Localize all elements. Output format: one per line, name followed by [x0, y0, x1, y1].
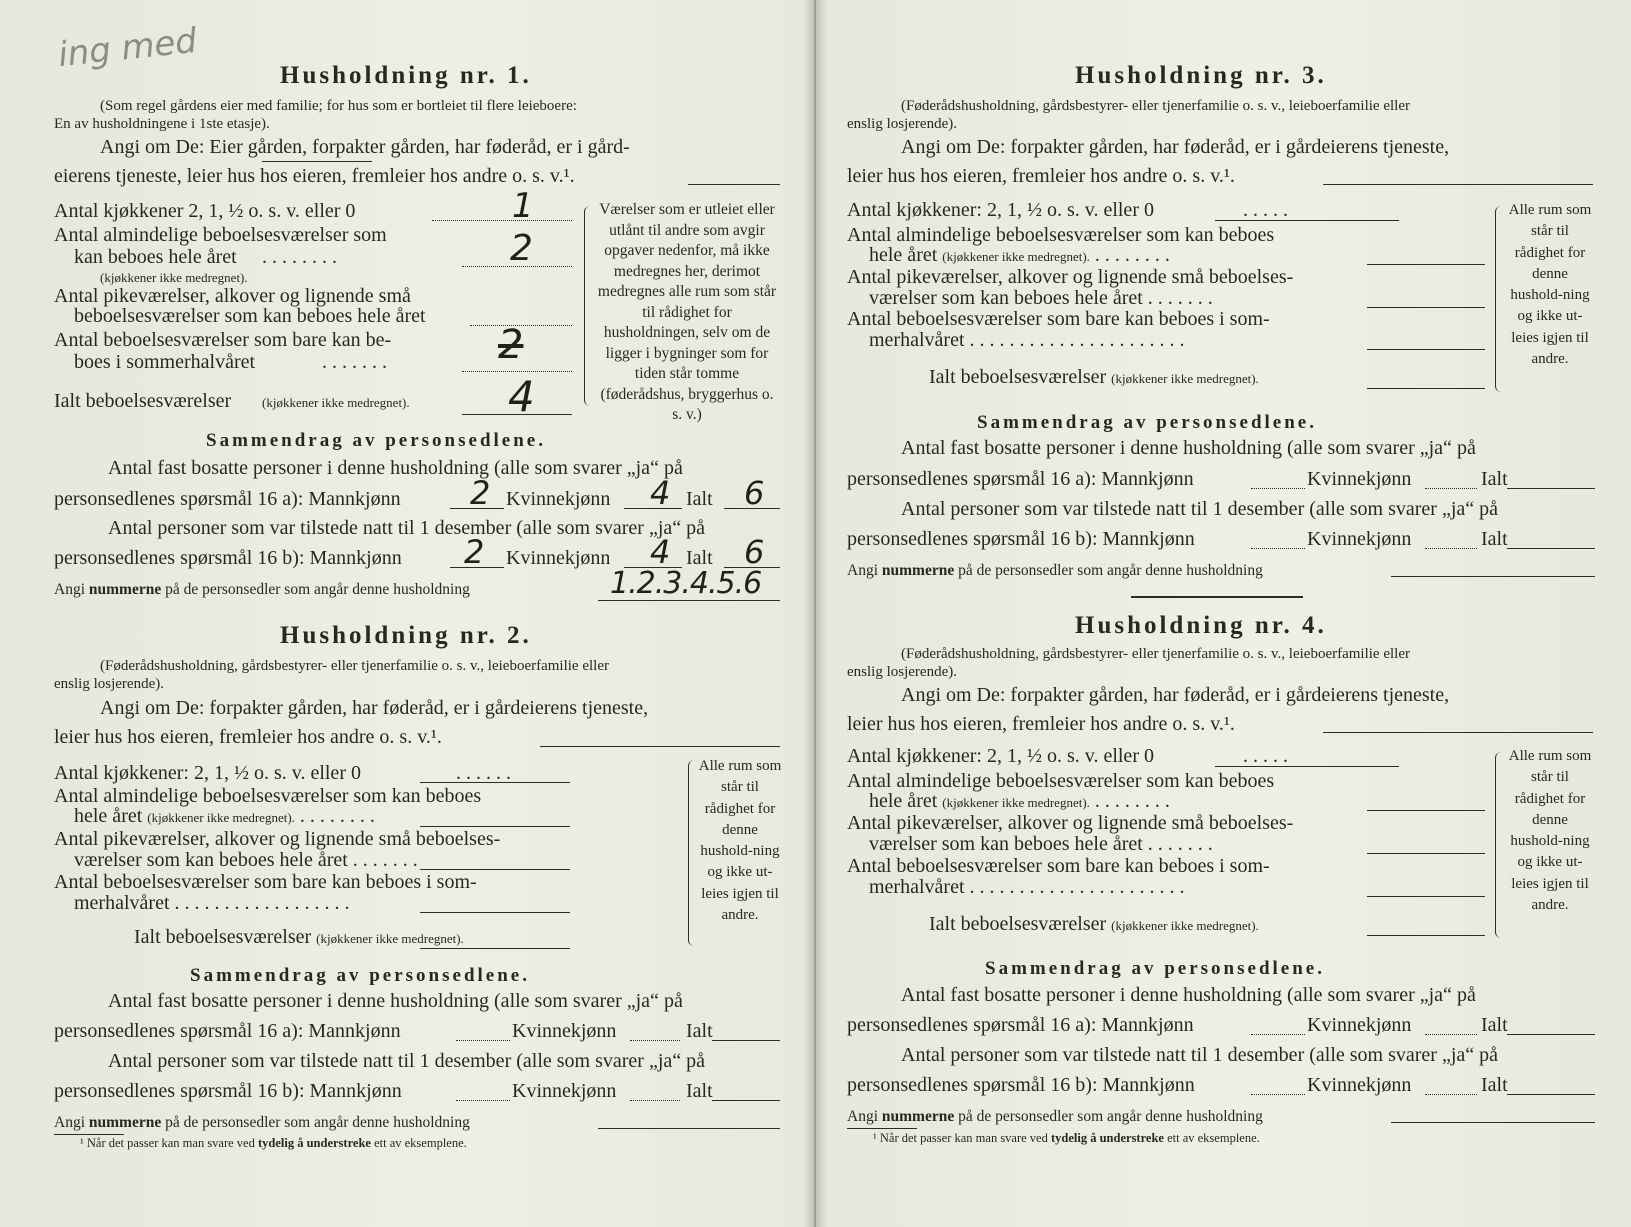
h4-summer-rooms-label-1: Antal beboelsesværelser som bare kan beboes i som- [847, 855, 1270, 877]
h1-rooms-dots: . . . . . . . . [262, 246, 337, 268]
h1-numbers-value: 1.2.3.4.5.6 [610, 566, 762, 601]
h3-s1-total-label: Ialt [1481, 468, 1508, 490]
h1-s2-female-value: 4 [650, 533, 671, 571]
h1-summer-rooms-label-1: Antal beboelsesværelser som bare kan be- [54, 329, 392, 351]
h1-maid-rooms-label-2: beboelsesværelser som kan beboes hele året [74, 305, 426, 327]
h4-rooms-label-1: Antal almindelige beboelsesværelser som kan beboes [847, 770, 1275, 792]
h3-rooms-label-2: hele året (kjøkkener ikke medregnet). . . . . . . . . [869, 244, 1170, 266]
h3-s1-female-label: Kvinnekjønn [1307, 468, 1412, 490]
h2-maid-rooms-label-1: Antal pikeværelser, alkover og lignende små beboelses- [54, 828, 501, 850]
household-4-angi-line-2: leier hus hos eieren, fremleier hos andre o. s. v.¹. [847, 713, 1235, 735]
h1-summary-line-4: personsedlenes spørsmål 16 b): Mannkjønn [54, 547, 402, 569]
h4-s2-female-label: Kvinnekjønn [1307, 1074, 1412, 1096]
h3-summer-rooms-label-2: merhalvåret . . . . . . . . . . . . . . . . . . . . . . [869, 329, 1185, 351]
household-4-title: Husholdning nr. 4. [1075, 612, 1327, 639]
h1-total-rooms-label: Ialt beboelsesværelser [54, 390, 232, 412]
h1-total-rooms-note: (kjøkkener ikke medregnet). [262, 395, 410, 410]
h2-maid-rooms-label-2: værelser som kan beboes hele året . . . . . . . [74, 849, 418, 871]
h1-s1-female-label: Kvinnekjønn [506, 488, 611, 510]
h2-s2-total-label: Ialt [686, 1080, 713, 1102]
h2-rooms-label-1: Antal almindelige beboelsesværelser som kan beboes [54, 785, 482, 807]
h3-summer-rooms-label-1: Antal beboelsesværelser som bare kan beboes i som- [847, 308, 1270, 330]
h4-s2-total-label: Ialt [1481, 1074, 1508, 1096]
household-3-intro-1: (Føderådshusholdning, gårdsbestyrer- eller tjenerfamilie o. s. v., leieboerfamilie eller [901, 98, 1410, 114]
h3-kitchens-label: Antal kjøkkener: 2, 1, ½ o. s. v. eller 0 [847, 199, 1154, 221]
h1-summer-rooms-label-2: boes i sommerhalvåret [74, 351, 256, 373]
h2-summary-line-1: Antal fast bosatte personer i denne husholdning (alle som svarer „ja“ på [108, 990, 683, 1012]
household-4-angi-line-1: Angi om De: forpakter gården, har føderåd, er i gårdeierens tjeneste, [901, 684, 1450, 706]
h1-summer-rooms-value: 2 [498, 322, 524, 368]
h3-summary-line-2: personsedlenes spørsmål 16 a): Mannkjønn [847, 468, 1194, 490]
h3-summary-line-1: Antal fast bosatte personer i denne husholdning (alle som svarer „ja“ på [901, 437, 1476, 459]
h2-summary-line-4: personsedlenes spørsmål 16 b): Mannkjønn [54, 1080, 402, 1102]
h4-s1-total-label: Ialt [1481, 1014, 1508, 1036]
h4-numbers-label: Angi nummerne på de personsedler som angår denne husholdning [847, 1108, 1263, 1125]
household-1-angi-line-1: Angi om De: Eier gården, forpakter gården, har føderåd, er i gård- [100, 136, 630, 158]
pencil-note: ing med [56, 20, 199, 76]
h2-kitchens-label: Antal kjøkkener: 2, 1, ½ o. s. v. eller 0 [54, 762, 361, 784]
h4-maid-rooms-label-1: Antal pikeværelser, alkover og lignende små beboelses- [847, 812, 1294, 834]
h3-s2-female-label: Kvinnekjønn [1307, 528, 1412, 550]
household-3-title: Husholdning nr. 3. [1075, 62, 1327, 89]
h2-kitchens-dots: . . . . . . [456, 762, 511, 784]
h3-summary-title: Sammendrag av personsedlene. [977, 412, 1317, 433]
h2-summary-line-3: Antal personer som var tilstede natt til 1 desember (alle som svarer „ja“ på [108, 1050, 706, 1072]
h2-rooms-note-box: Alle rum som står til rådighet for denne hushold-ning og ikke ut-leies igjen til andre. [698, 758, 782, 924]
h3-numbers-label: Angi nummerne på de personsedler som angår denne husholdning [847, 562, 1263, 579]
h1-s1-total-value: 6 [744, 474, 765, 512]
h1-numbers-label: Angi nummerne på de personsedler som angår denne husholdning [54, 581, 470, 598]
h1-summary-line-3: Antal personer som var tilstede natt til 1 desember (alle som svarer „ja“ på [108, 517, 706, 539]
h3-s2-total-label: Ialt [1481, 528, 1508, 550]
h4-rooms-label-2: hele året (kjøkkener ikke medregnet). . . . . . . . . [869, 790, 1170, 812]
h3-rooms-note-box: Alle rum som står til rådighet for denne hushold-ning og ikke ut-leies igjen til andre. [1508, 202, 1592, 368]
household-1-angi-line-2: eierens tjeneste, leier hus hos eieren, fremleier hos andre o. s. v.¹. [54, 165, 575, 187]
section-divider [1131, 596, 1303, 598]
h1-total-rooms-value: 4 [508, 372, 535, 421]
right-page [815, 0, 1631, 1227]
h3-summary-line-4: personsedlenes spørsmål 16 b): Mannkjønn [847, 528, 1195, 550]
h1-s1-male-value: 2 [470, 474, 491, 512]
household-2-intro-2: enslig losjerende). [54, 676, 164, 692]
h3-note-brace [1495, 206, 1504, 392]
h2-summer-rooms-label-1: Antal beboelsesværelser som bare kan beboes i som- [54, 871, 477, 893]
h2-summary-line-2: personsedlenes spørsmål 16 a): Mannkjønn [54, 1020, 401, 1042]
household-3-angi-line-1: Angi om De: forpakter gården, har føderåd, er i gårdeierens tjeneste, [901, 136, 1450, 158]
household-1-intro-1: (Som regel gårdens eier med familie; for hus som er bortleiet til flere leieboere: [100, 98, 577, 114]
h1-s2-male-value: 2 [464, 533, 485, 571]
h1-s2-total-value: 6 [744, 533, 765, 571]
page-fold [803, 0, 827, 1227]
h1-summary-title: Sammendrag av personsedlene. [206, 430, 546, 451]
h4-summer-rooms-label-2: merhalvåret . . . . . . . . . . . . . . . . . . . . . . [869, 876, 1185, 898]
h1-summary-line-2: personsedlenes spørsmål 16 a): Mannkjønn [54, 488, 401, 510]
h4-summary-line-4: personsedlenes spørsmål 16 b): Mannkjønn [847, 1074, 1195, 1096]
h1-maid-rooms-label-1: Antal pikeværelser, alkover og lignende små [54, 285, 411, 307]
h2-summer-rooms-label-2: merhalvåret . . . . . . . . . . . . . . . . . . [74, 892, 350, 914]
h4-kitchens-dots: . . . . . [1243, 745, 1288, 767]
h1-s2-total-label: Ialt [686, 547, 713, 569]
left-footnote: ¹ Når det passer kan man svare ved tydelig å understreke ett av eksemplene. [80, 1136, 467, 1150]
h1-note-brace [584, 206, 593, 406]
household-4-intro-2: enslig losjerende). [847, 664, 957, 680]
h1-rooms-label-1: Antal almindelige beboelsesværelser som [54, 224, 387, 246]
h4-maid-rooms-label-2: værelser som kan beboes hele året . . . . . . . [869, 833, 1213, 855]
h3-maid-rooms-label-2: værelser som kan beboes hele året . . . . . . . [869, 287, 1213, 309]
right-footnote: ¹ Når det passer kan man svare ved tydelig å understreke ett av eksemplene. [873, 1131, 1260, 1145]
h2-rooms-label-2: hele året (kjøkkener ikke medregnet). . . . . . . . . [74, 805, 375, 827]
household-2-angi-line-1: Angi om De: forpakter gården, har føderåd, er i gårdeierens tjeneste, [100, 697, 649, 719]
household-2-title: Husholdning nr. 2. [280, 622, 532, 649]
h3-summary-line-3: Antal personer som var tilstede natt til 1 desember (alle som svarer „ja“ på [901, 498, 1499, 520]
h3-rooms-label-1: Antal almindelige beboelsesværelser som kan beboes [847, 224, 1275, 246]
h1-summer-dots: . . . . . . . [322, 351, 387, 373]
h1-s1-female-value: 4 [650, 474, 671, 512]
h2-s2-female-label: Kvinnekjønn [512, 1080, 617, 1102]
h4-note-brace [1495, 752, 1504, 938]
household-2-intro-1: (Føderådshusholdning, gårdsbestyrer- eller tjenerfamilie o. s. v., leieboerfamilie eller [100, 658, 609, 674]
h3-maid-rooms-label-1: Antal pikeværelser, alkover og lignende små beboelses- [847, 266, 1294, 288]
household-3-angi-line-2: leier hus hos eieren, fremleier hos andre o. s. v.¹. [847, 165, 1235, 187]
household-2-angi-line-2: leier hus hos eieren, fremleier hos andre o. s. v.¹. [54, 726, 442, 748]
h1-rooms-label-2: kan beboes hele året [74, 246, 237, 268]
h1-rooms-note: (kjøkkener ikke medregnet). [100, 270, 248, 285]
h2-s1-total-label: Ialt [686, 1020, 713, 1042]
h1-s2-female-label: Kvinnekjønn [506, 547, 611, 569]
h1-rooms-note-box: Værelser som er utleiet eller utlånt til andre som avgir opgaver nedenfor, må ikke medregnes her, derimot medregnes alle rum som står til rådighet for husholdningen, selv om de ligger i bygninger som for tiden står tomme (føderådshus, bryggerhus o. s. v.) [597, 201, 777, 423]
h2-s1-female-label: Kvinnekjønn [512, 1020, 617, 1042]
h2-summary-title: Sammendrag av personsedlene. [190, 965, 530, 986]
h1-summary-line-1: Antal fast bosatte personer i denne husholdning (alle som svarer „ja“ på [108, 457, 683, 479]
h4-s1-female-label: Kvinnekjønn [1307, 1014, 1412, 1036]
h1-kitchens-value: 1 [512, 186, 534, 226]
h4-rooms-note-box: Alle rum som står til rådighet for denne hushold-ning og ikke ut-leies igjen til andre. [1508, 748, 1592, 914]
h4-summary-line-3: Antal personer som var tilstede natt til 1 desember (alle som svarer „ja“ på [901, 1044, 1499, 1066]
household-1-intro-2: En av husholdningene i 1ste etasje). [54, 116, 270, 132]
left-page [0, 0, 815, 1227]
h1-rooms-value: 2 [510, 228, 533, 269]
h3-total-rooms-label: Ialt beboelsesværelser (kjøkkener ikke medregnet). [929, 366, 1259, 388]
household-3-intro-2: enslig losjerende). [847, 116, 957, 132]
h2-numbers-label: Angi nummerne på de personsedler som angår denne husholdning [54, 1114, 470, 1131]
h4-summary-line-1: Antal fast bosatte personer i denne husholdning (alle som svarer „ja“ på [901, 984, 1476, 1006]
h4-summary-line-2: personsedlenes spørsmål 16 a): Mannkjønn [847, 1014, 1194, 1036]
h4-summary-title: Sammendrag av personsedlene. [985, 958, 1325, 979]
h2-total-rooms-label: Ialt beboelsesværelser (kjøkkener ikke medregnet). [134, 926, 464, 948]
h2-note-brace [688, 760, 697, 946]
household-1-title: Husholdning nr. 1. [280, 62, 532, 89]
h3-kitchens-dots: . . . . . [1243, 199, 1288, 221]
h4-total-rooms-label: Ialt beboelsesværelser (kjøkkener ikke medregnet). [929, 913, 1259, 935]
h1-s1-total-label: Ialt [686, 488, 713, 510]
household-4-intro-1: (Føderådshusholdning, gårdsbestyrer- eller tjenerfamilie o. s. v., leieboerfamilie eller [901, 646, 1410, 662]
h4-kitchens-label: Antal kjøkkener: 2, 1, ½ o. s. v. eller 0 [847, 745, 1154, 767]
h1-kitchens-label: Antal kjøkkener 2, 1, ½ o. s. v. eller 0 [54, 200, 356, 222]
